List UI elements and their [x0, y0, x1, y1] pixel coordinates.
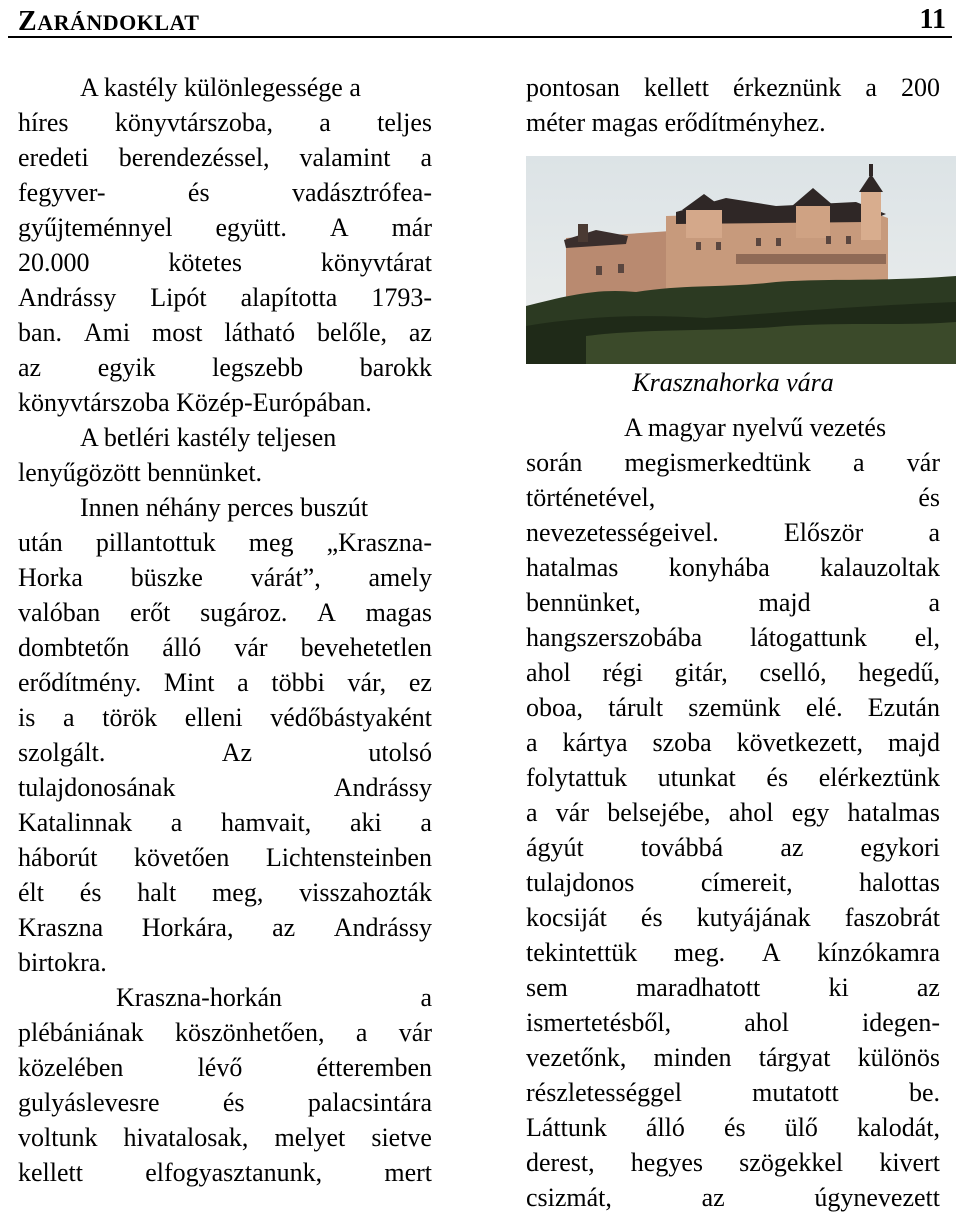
text-line: eredeti berendezéssel, valamint a: [18, 143, 432, 172]
section-title: [18, 6, 199, 38]
text-line: híres könyvtárszoba, a teljes: [18, 108, 432, 137]
text-line: szolgált. Az utolsó: [18, 738, 432, 767]
text-line: történetével, és: [526, 483, 940, 512]
text-line: erődítmény. Mint a többi vár, ez: [18, 668, 432, 697]
text-line: a kártya szoba következett, majd: [526, 728, 940, 757]
running-header: [8, 0, 952, 38]
text-line: a vár belsejébe, ahol egy hatalmas: [526, 798, 940, 827]
right-column-body: [526, 410, 940, 1215]
text-line: részletességgel mutatott be.: [526, 1078, 940, 1107]
text-line: vezetőnk, minden tárgyat különös: [526, 1043, 940, 1072]
text-line: valóban erőt sugároz. A magas: [18, 598, 432, 627]
text-line: voltunk hivatalosak, melyet sietve: [18, 1123, 432, 1152]
text-line: gyűjteménnyel együtt. A már: [18, 213, 432, 242]
text-line: A kastély különlegessége a: [80, 73, 361, 102]
text-line: Horka büszke várát”, amely: [18, 563, 432, 592]
text-line: az egyik legszebb barokk: [18, 353, 432, 382]
text-line: során megismerkedtünk a vár: [526, 448, 940, 477]
text-line: kellett elfogyasztanunk, mert: [18, 1158, 432, 1187]
text-line: után pillantottuk meg „Kraszna-: [18, 528, 432, 557]
text-line: csizmát, az úgynevezett: [526, 1183, 940, 1212]
text-line: pontosan kellett érkeznünk a 200: [526, 73, 940, 102]
text-line: kocsiját és kutyájának faszobrát: [526, 903, 940, 932]
text-line: derest, hegyes szögekkel kivert: [526, 1148, 940, 1177]
text-line: tulajdonosának Andrássy: [18, 773, 432, 802]
text-line: is a török elleni védőbástyaként: [18, 703, 432, 732]
text-line: 20.000 kötetes könyvtárat: [18, 248, 432, 277]
text-line: ahol régi gitár, cselló, hegedű,: [526, 658, 940, 687]
text-line: tulajdonos címereit, halottas: [526, 868, 940, 897]
text-line: Andrássy Lipót alapította 1793-: [18, 283, 432, 312]
text-line: hangszerszobába látogattunk el,: [526, 623, 940, 652]
text-line: ágyút továbbá az egykori: [526, 833, 940, 862]
text-line: gulyáslevesre és palacsintára: [18, 1088, 432, 1117]
text-line: Katalinnak a hamvait, aki a: [18, 808, 432, 837]
text-line: ismertetésből, ahol idegen-: [526, 1008, 940, 1037]
section-title-rest: ARÁNDOKLAT: [37, 10, 200, 35]
text-line: oboa, tárult szemünk elé. Ezután: [526, 693, 940, 722]
text-line: háborút követően Lichtensteinben: [18, 843, 432, 872]
section-title-initial: Z: [18, 6, 38, 37]
text-line: közelében lévő étteremben: [18, 1053, 432, 1082]
text-line: Láttunk álló és ülő kalodát,: [526, 1113, 940, 1142]
text-line: birtokra.: [18, 948, 107, 977]
text-line: A betléri kastély teljesen: [80, 423, 337, 452]
text-line: sem maradhatott ki az: [526, 973, 940, 1002]
text-line: dombtetőn álló vár bevehetetlen: [18, 633, 432, 662]
text-line: tekintettük meg. A kínzókamra: [526, 938, 940, 967]
right-column-top: [526, 70, 940, 140]
text-line: fegyver- és vadásztrófea-: [18, 178, 432, 207]
page-number: 11: [919, 4, 946, 35]
text-line: élt és halt meg, visszahozták: [18, 878, 432, 907]
text-line: plébániának köszönhetően, a vár: [18, 1018, 432, 1047]
text-line: méter magas erődítményhez.: [526, 108, 826, 137]
photo-caption: Krasznahorka vára: [632, 368, 834, 397]
text-line: A magyar nyelvű vezetés: [624, 413, 887, 442]
text-line: nevezetességeivel. Először a: [526, 518, 940, 547]
text-line: Kraszna Horkára, az Andrássy: [18, 913, 432, 942]
left-column: [18, 70, 432, 1190]
text-line: Innen néhány perces buszút: [80, 493, 369, 522]
text-line: ban. Ami most látható belőle, az: [18, 318, 432, 347]
text-line: Kraszna-horkán a: [116, 983, 432, 1012]
text-line: könyvtárszoba Közép-Európában.: [18, 388, 372, 417]
text-line: lenyűgözött bennünket.: [18, 458, 263, 487]
text-line: bennünket, majd a: [526, 588, 940, 617]
castle-photo: [526, 156, 956, 364]
text-line: folytattuk utunkat és elérkeztünk: [526, 763, 940, 792]
text-line: hatalmas konyhába kalauzoltak: [526, 553, 940, 582]
